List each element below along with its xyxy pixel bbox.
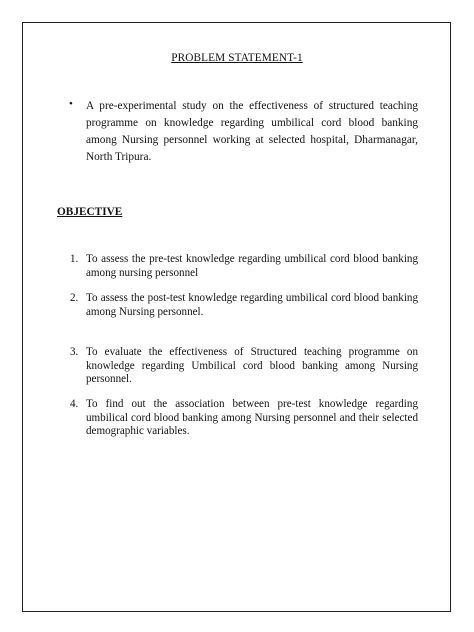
objective-item	[70, 292, 418, 319]
objective-number: 4.	[70, 398, 79, 410]
objective-number: 1.	[70, 253, 79, 265]
objective-number: 3.	[70, 346, 79, 358]
bullet-icon: •	[69, 98, 73, 110]
objective-text: To find out the association between pre-test knowledge regarding umbilical cord blood banking among Nursing personnel and their selected demographic variables.	[86, 398, 418, 438]
objective-text: To assess the pre-test knowledge regarding umbilical cord blood banking among nursing personnel	[86, 253, 418, 279]
objective-text: To evaluate the effectiveness of Structured teaching programme on knowledge regarding Umbilical cord blood banking among Nursing personnel.	[86, 346, 418, 386]
objective-item	[70, 398, 418, 439]
page-title: PROBLEM STATEMENT-1	[171, 52, 303, 64]
objective-number: 2.	[70, 292, 79, 304]
objective-heading: OBJECTIVE	[57, 206, 123, 218]
objective-item	[70, 253, 418, 280]
objective-item	[70, 346, 418, 387]
objective-text: To assess the post-test knowledge regarding umbilical cord blood banking among Nursing personnel.	[86, 292, 418, 318]
problem-statement-text: A pre-experimental study on the effectiveness of structured teaching programme on knowledge regarding umbilical cord blood banking among Nursing personnel working at selected hospital, Dharmanagar, North Tripura.	[86, 100, 418, 163]
problem-statement	[70, 98, 418, 166]
